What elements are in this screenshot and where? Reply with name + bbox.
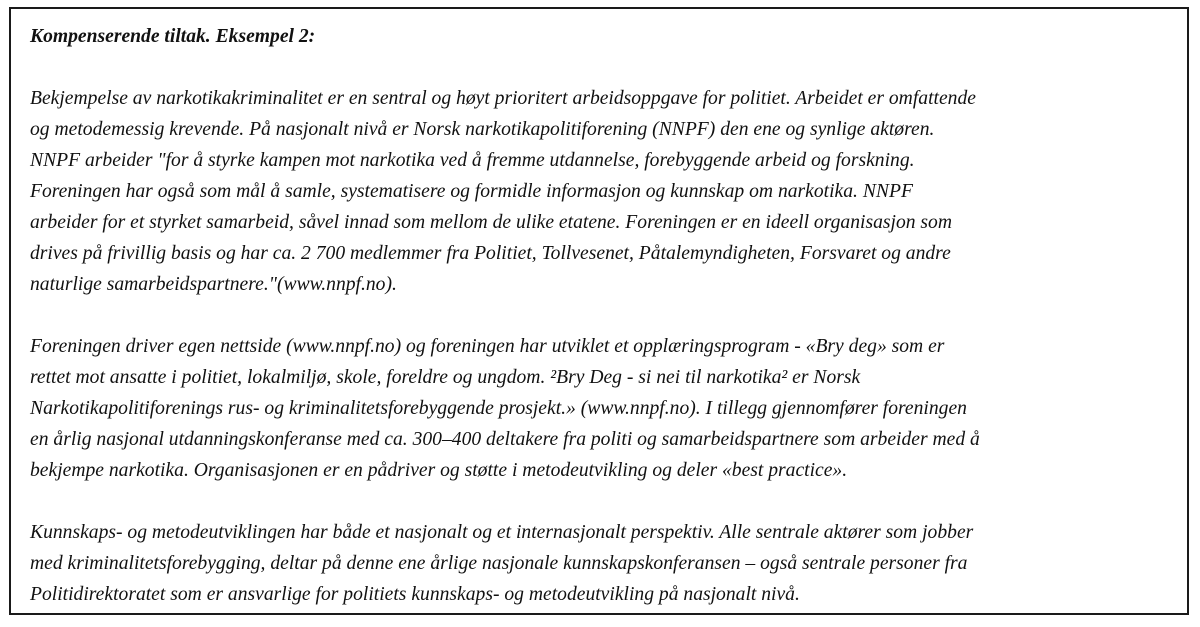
paragraph-nnpf-intro [30, 83, 1167, 300]
box-heading: Kompenserende tiltak. Eksempel 2: [30, 26, 316, 47]
paragraph-line: og metodemessig krevende. På nasjonalt nivå er Norsk narkotikapolitiforening (NNPF) den ene og synlige aktøren. [30, 119, 935, 140]
spacer [30, 300, 1167, 331]
paragraph-bry-deg [30, 331, 1167, 486]
paragraph-line: Narkotikapolitiforenings rus- og kriminalitetsforebyggende prosjekt.» (www.nnpf.no). I tillegg gjennomfører foreningen [30, 398, 967, 419]
paragraph-line: rettet mot ansatte i politiet, lokalmiljø, skole, foreldre og ungdom. ²Bry Deg - si nei til narkotika² er Norsk [30, 367, 861, 388]
paragraph-line: Kunnskaps- og metodeutviklingen har både et nasjonalt og et internasjonalt perspektiv. Alle sentrale aktører som jobber [30, 522, 974, 543]
paragraph-line: med kriminalitetsforebygging, deltar på denne ene årlige nasjonale kunnskapskonferansen – også sentrale personer fra [30, 553, 968, 574]
paragraph-knowledge [30, 517, 1167, 610]
paragraph-line: naturlige samarbeidspartnere."(www.nnpf.no). [30, 274, 397, 295]
paragraph-line: Foreningen driver egen nettside (www.nnpf.no) og foreningen har utviklet et opplæringsprogram - «Bry deg» som er [30, 336, 945, 357]
paragraph-line: arbeider for et styrket samarbeid, såvel innad som mellom de ulike etatene. Foreningen er en ideell organisasjon som [30, 212, 953, 233]
spacer [30, 486, 1167, 517]
paragraph-line: en årlig nasjonal utdanningskonferanse med ca. 300–400 deltakere fra politi og samarbeidspartnere som arbeider med å [30, 429, 980, 450]
paragraph-line: Bekjempelse av narkotikakriminalitet er en sentral og høyt prioritert arbeidsoppgave for politiet. Arbeidet er omfattende [30, 88, 976, 109]
paragraph-line: bekjempe narkotika. Organisasjonen er en pådriver og støtte i metodeutvikling og deler «best practice». [30, 460, 848, 481]
spacer [30, 52, 1167, 83]
paragraph-line: NNPF arbeider "for å styrke kampen mot narkotika ved å fremme utdannelse, forebyggende arbeid og forskning. [30, 150, 915, 171]
text-box [9, 7, 1189, 615]
paragraph-line: Politidirektoratet som er ansvarlige for politiets kunnskaps- og metodeutvikling på nasjonalt nivå. [30, 584, 800, 605]
paragraph-line: Foreningen har også som mål å samle, systematisere og formidle informasjon og kunnskap om narkotika. NNPF [30, 181, 913, 202]
paragraph-line: drives på frivillig basis og har ca. 2 700 medlemmer fra Politiet, Tollvesenet, Påtalemyndigheten, Forsvaret og andre [30, 243, 951, 264]
